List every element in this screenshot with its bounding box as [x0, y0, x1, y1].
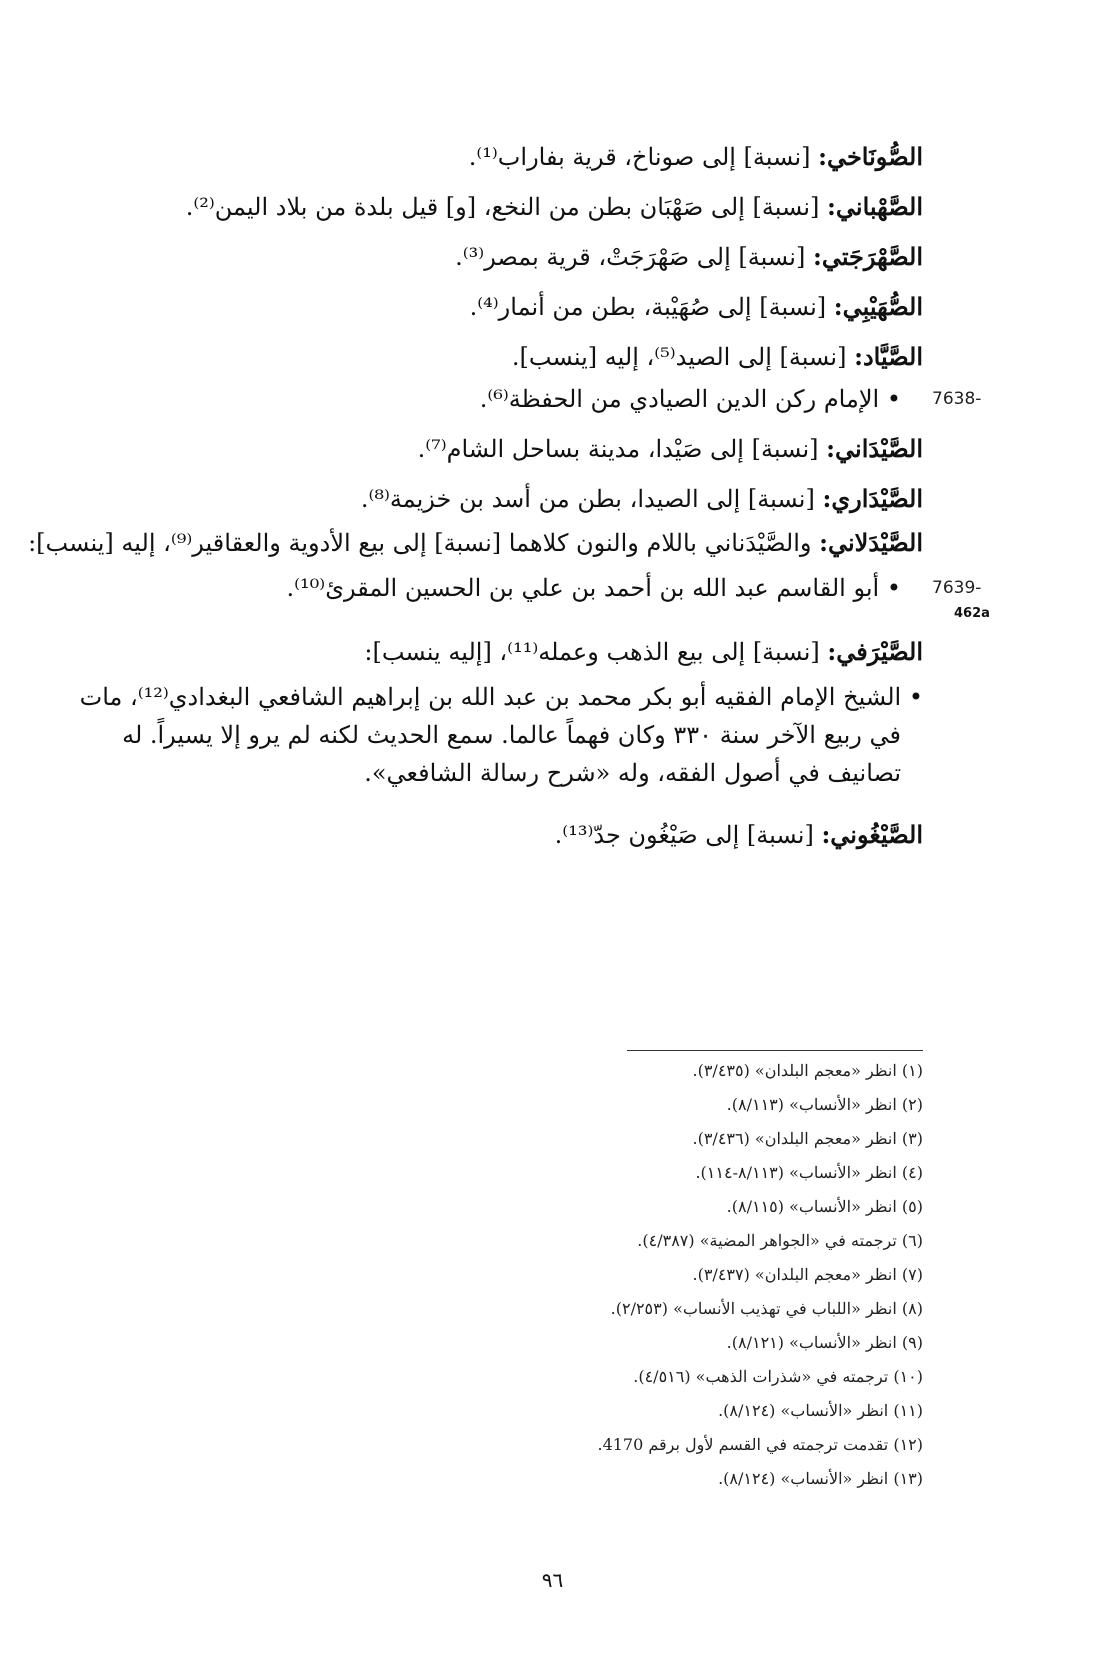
entry-text: [نسبة] إلى صوناخ، قرية بفاراب⁽¹⁾.	[468, 143, 819, 171]
paragraph-line: في ربيع الآخر سنة ٣٣٠ وكان فهماً عالما. سمع الحديث لكنه لم يرو إلا يسيراً. له	[122, 721, 901, 749]
entry-line	[555, 818, 923, 852]
entry-line	[361, 482, 923, 516]
entry-head: الصَّيْغُوني:	[821, 820, 923, 849]
entry-head: الصُّونَاخي:	[818, 142, 923, 171]
entry-text: [نسبة] إلى الصيدا، بطن من أسد بن خزيمة⁽⁸⁾.	[360, 485, 823, 513]
footnote: (٤) انظر «الأنساب» (٨/١١٣-١١٤).	[695, 1163, 923, 1182]
entry-line	[186, 190, 923, 224]
footnote: (١٠) ترجمته في «شذرات الذهب» (٤/٥١٦).	[633, 1367, 923, 1386]
page-number: ٩٦	[541, 1568, 564, 1592]
entry-line	[418, 432, 923, 466]
entry-head: الصُّهَيْبِي:	[833, 292, 923, 321]
entry-head: الصَّهْباني:	[827, 192, 923, 221]
bullet-entry: • أبو القاسم عبد الله بن أحمد بن علي بن الحسين المقرئ⁽¹⁰⁾.	[286, 574, 901, 602]
entry-text: [نسبة] إلى صَهْرَجَتْ، قرية بمصر⁽³⁾.	[455, 243, 813, 271]
footnote: (٥) انظر «الأنساب» (٨/١١٥).	[726, 1197, 923, 1216]
entry-line	[469, 140, 923, 174]
entry-line	[512, 340, 923, 374]
footnote: (١٣) انظر «الأنساب» (٨/١٢٤).	[718, 1469, 923, 1488]
footnote: (٢) انظر «الأنساب» (٨/١١٣).	[726, 1095, 923, 1114]
entry-head: الصَّيْدَلاني:	[819, 528, 923, 557]
footnote: (١١) انظر «الأنساب» (٨/١٢٤).	[718, 1401, 923, 1420]
footnote: (٧) انظر «معجم البلدان» (٣/٤٣٧).	[692, 1265, 923, 1284]
footnote-divider	[627, 1050, 923, 1051]
paragraph-line: • الشيخ الإمام الفقيه أبو بكر محمد بن عبد الله بن إبراهيم الشافعي البغدادي⁽¹²⁾، مات	[79, 683, 923, 711]
entry-text: [نسبة] إلى صَهْبَان بطن من النخع، [و] قيل بلدة من بلاد اليمن⁽²⁾.	[185, 193, 828, 221]
footnote: (٩) انظر «الأنساب» (٨/١٢١).	[726, 1333, 923, 1352]
entry-text: [نسبة] إلى بيع الذهب وعمله⁽¹¹⁾، [إليه ينسب]:	[364, 638, 828, 666]
entry-line	[470, 290, 923, 324]
entry-text: [نسبة] إلى صَيْغُون جدّ⁽¹³⁾.	[554, 821, 822, 849]
entry-head: الصَّيْرَفي:	[827, 637, 923, 666]
footnote: (١٢) تقدمت ترجمته في القسم لأول برقم 4170.	[597, 1435, 923, 1454]
footnote: (٣) انظر «معجم البلدان» (٣/٤٣٦).	[692, 1129, 923, 1148]
manuscript-folio-ref: 462a	[954, 606, 990, 621]
entry-text: والصَّيْدَناني باللام والنون كلاهما [نسبة] إلى بيع الأدوية والعقاقير⁽⁹⁾، إليه [ينسب]:	[28, 529, 820, 557]
entry-line	[364, 635, 923, 669]
entry-head: الصَّيْدَاري:	[822, 484, 923, 513]
paragraph-line: تصانيف في أصول الفقه، وله «شرح رسالة الشافعي».	[364, 759, 901, 787]
entry-text: [نسبة] إلى الصيد⁽⁵⁾، إليه [ينسب].	[511, 343, 855, 371]
entry-number: 7639-	[932, 578, 982, 598]
biography-paragraph	[79, 678, 923, 792]
entry-text: [نسبة] إلى صَيْدا، مدينة بساحل الشام⁽⁷⁾.	[417, 435, 827, 463]
entry-head: الصَّيَّاد:	[854, 342, 923, 371]
entry-head: الصَّيْدَاني:	[826, 434, 923, 463]
entry-line	[28, 526, 923, 560]
bullet-entry: • الإمام ركن الدين الصيادي من الحفظة⁽⁶⁾.	[479, 385, 901, 413]
entry-line	[455, 240, 923, 274]
footnote: (٨) انظر «اللباب في تهذيب الأنساب» (٢/٢٥٣).	[610, 1299, 923, 1318]
entry-number: 7638-	[932, 389, 982, 409]
entry-text: [نسبة] إلى صُهَيْبة، بطن من أنمار⁽⁴⁾.	[469, 293, 834, 321]
entry-head: الصَّهْرَجَتي:	[812, 242, 923, 271]
footnote: (١) انظر «معجم البلدان» (٣/٤٣٥).	[692, 1061, 923, 1080]
footnote: (٦) ترجمته في «الجواهر المضية» (٤/٣٨٧).	[637, 1231, 923, 1250]
